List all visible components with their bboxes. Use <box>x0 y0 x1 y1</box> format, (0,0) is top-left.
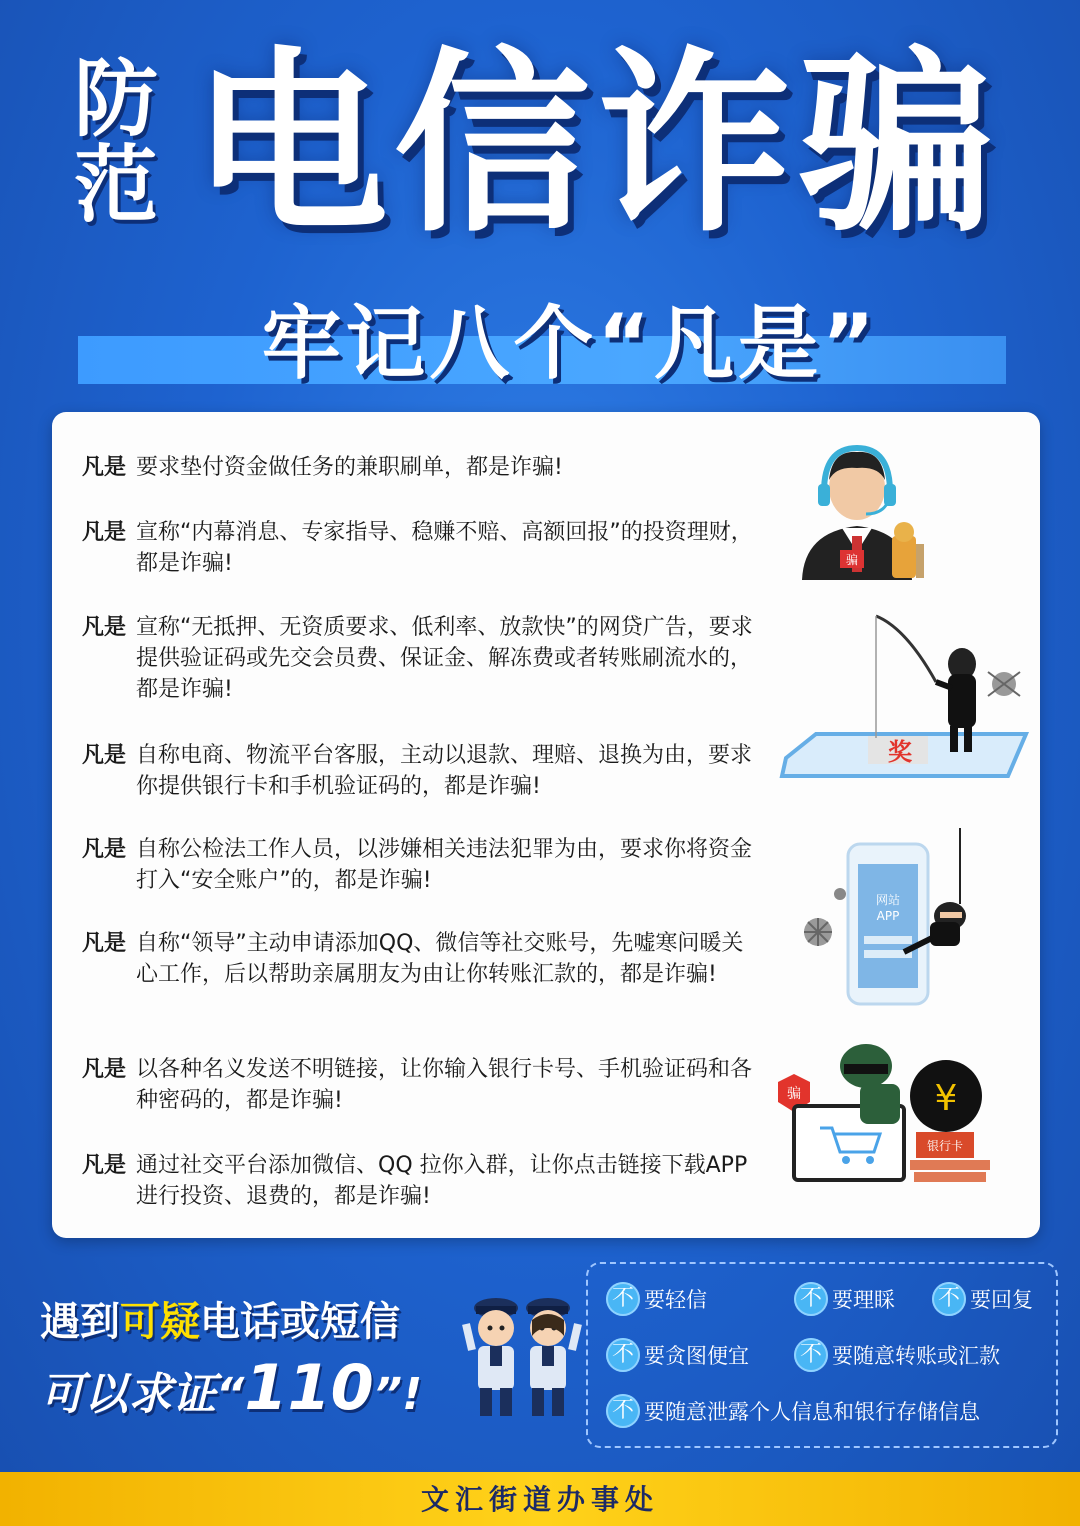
rule-prefix: 凡是 <box>82 837 127 862</box>
poster-subtitle: 牢记八个“凡是” <box>261 297 879 390</box>
fraud-label: 骗 <box>845 553 859 567</box>
rule-prefix: 凡是 <box>82 1057 127 1082</box>
rule-text: 宣称“内幕消息、专家指导、稳赚不赔、高额回报”的投资理财，都是诈骗! <box>136 520 753 576</box>
tip-text: 要贪图便宜 <box>644 1344 749 1368</box>
tip-badge: 不 <box>932 1282 966 1316</box>
slogan-highlight: 可疑 <box>120 1299 200 1345</box>
verify-post: ”! <box>373 1369 423 1420</box>
rule-item <box>82 1054 762 1116</box>
tip-text: 要回复 <box>970 1288 1033 1312</box>
fraud-tag-label: 骗 <box>787 1086 801 1102</box>
prize-label: 奖 <box>888 738 912 766</box>
rule-text: 自称“领导”主动申请添加QQ、微信等社交账号，先嘘寒问暖关心工作，后以帮助亲属朋友为由让你转账汇款的，都是诈骗! <box>136 931 744 987</box>
tip-text: 要理睬 <box>832 1288 895 1312</box>
rule-text: 自称电商、物流平台客服，主动以退款、理赔、退换为由，要求你提供银行卡和手机验证码的，都是诈骗! <box>136 743 753 799</box>
rule-text: 宣称“无抵押、无资质要求、低利率、放款快”的网贷广告，要求提供验证码或先交会员费、保证金、解冻费或者转账刷流水的，都是诈骗! <box>136 615 753 702</box>
tip-badge: 不 <box>794 1338 828 1372</box>
rule-prefix: 凡是 <box>82 743 127 768</box>
slogan-pre: 遇到 <box>40 1299 120 1345</box>
rule-text: 通过社交平台添加微信、QQ 拉你入群，让你点击链接下载APP进行投资、退费的，都是诈骗! <box>136 1153 748 1209</box>
poster-title: 电信诈骗 <box>192 31 1001 259</box>
tip-item <box>606 1282 707 1316</box>
rule-item <box>82 834 762 896</box>
rule-item <box>82 517 762 579</box>
fishing-scammer-illustration <box>776 608 1038 798</box>
rule-text: 要求垫付资金做任务的兼职刷单，都是诈骗! <box>136 455 563 480</box>
bank-card-label: 银行卡 <box>926 1139 964 1153</box>
phone-hacker-illustration <box>800 828 986 1008</box>
app-label-bottom: APP <box>876 909 900 923</box>
tip-item <box>794 1338 1000 1372</box>
police-number: 110 <box>244 1351 374 1424</box>
rule-item <box>82 452 762 483</box>
tip-badge: 不 <box>606 1338 640 1372</box>
rule-item <box>82 612 762 705</box>
rule-item <box>82 740 762 802</box>
tip-item <box>794 1282 895 1316</box>
rule-text: 自称公检法工作人员，以涉嫌相关违法犯罪为由，要求你将资金打入“安全账户”的，都是诈骗! <box>136 837 753 893</box>
tip-text: 要随意泄露个人信息和银行存储信息 <box>644 1400 980 1424</box>
footer-text: 文汇街道办事处 <box>420 1483 659 1516</box>
rule-item <box>82 928 762 990</box>
rule-item <box>82 1150 762 1212</box>
slogan-post: 电话或短信 <box>200 1299 400 1345</box>
tip-badge: 不 <box>606 1394 640 1428</box>
verify-pre: 可以求证“ <box>40 1369 245 1420</box>
rule-prefix: 凡是 <box>82 1153 127 1178</box>
app-label-top: 网站 <box>875 893 901 907</box>
rule-prefix: 凡是 <box>82 615 127 640</box>
tip-item <box>606 1338 749 1372</box>
rule-text: 以各种名义发送不明链接，让你输入银行卡号、手机验证码和各种密码的，都是诈骗! <box>136 1057 753 1113</box>
rule-prefix: 凡是 <box>82 455 127 480</box>
tip-text: 要轻信 <box>644 1288 707 1312</box>
police-officers-illustration <box>462 1290 582 1420</box>
slogan-line-1 <box>40 1296 400 1348</box>
tip-item <box>932 1282 1033 1316</box>
title-prefix: 防 范 <box>74 50 159 234</box>
tip-item <box>606 1394 980 1428</box>
rule-prefix: 凡是 <box>82 520 127 545</box>
svg-text:¥: ¥ <box>934 1078 958 1119</box>
slogan-line-2 <box>40 1351 423 1427</box>
rule-prefix: 凡是 <box>82 931 127 956</box>
headset-agent-illustration <box>782 440 932 588</box>
tip-badge: 不 <box>794 1282 828 1316</box>
tip-badge: 不 <box>606 1282 640 1316</box>
tip-text: 要随意转账或汇款 <box>832 1344 1000 1368</box>
money-thief-illustration <box>774 1040 1006 1188</box>
